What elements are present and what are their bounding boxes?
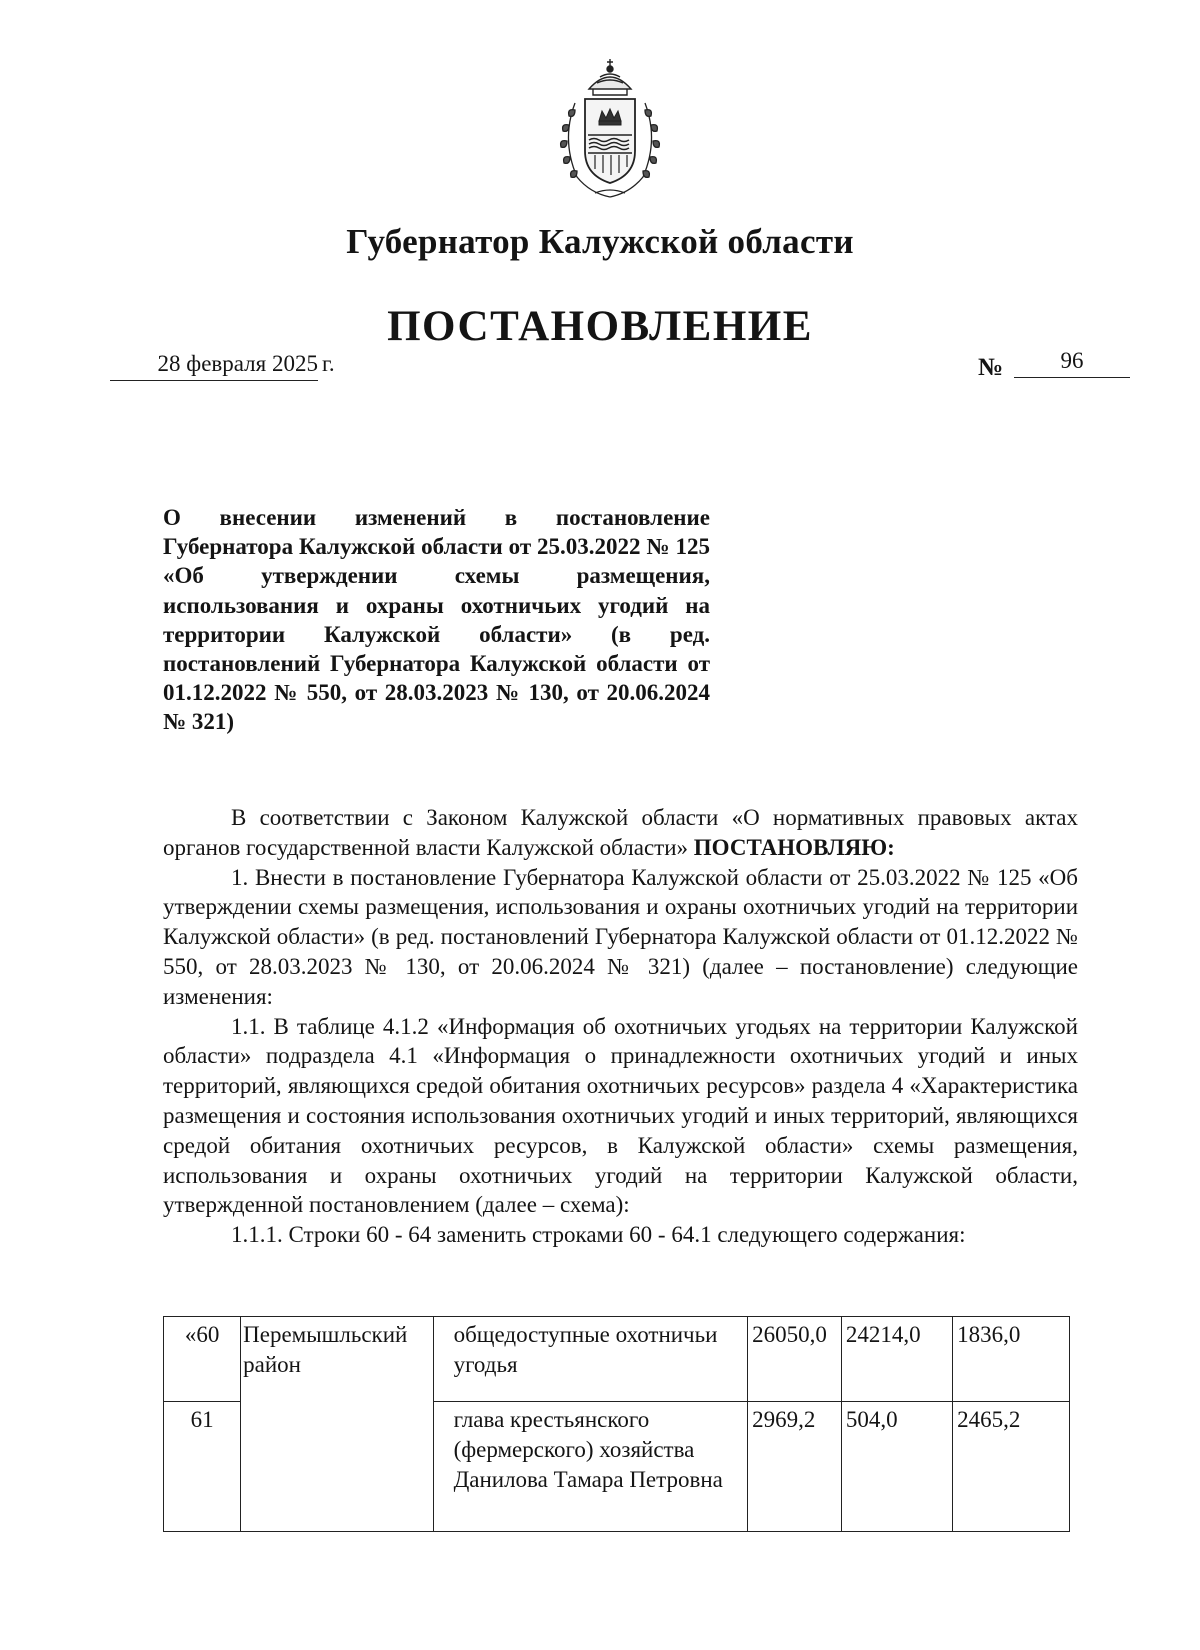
- body-paragraph-3: 1.1. В таблице 4.1.2 «Информация об охотничьих угодьях на территории Калужской области» подраздела 4.1 «Информация о принадлежности охотничьих угодий и иных территорий, являющихся средой обитания охотничьих ресурсов» раздела 4 «Характеристика размещения и состояния использования охотничьих угодий и иных территорий, являющихся средой обитания охотничьих ресурсов, в Калужской области» схемы размещения, использования и охраны охотничьих угодий на территории Калужской области, утвержденной постановлением (далее – схема):: [163, 1013, 1078, 1218]
- field-area-cell: 1836,0: [953, 1317, 1070, 1402]
- total-area-cell: 2969,2: [748, 1402, 842, 1532]
- document-number: 96: [1014, 345, 1130, 378]
- document-date-suffix: г.: [322, 351, 335, 376]
- holder-name-cell: общедоступные охотничьи угодья: [433, 1317, 748, 1402]
- body-paragraph-1-text: В соответствии с Законом Калужской области «О нормативных правовых актах органов государственной власти Калужской области»: [163, 805, 1078, 860]
- field-area-cell: 2465,2: [953, 1402, 1070, 1532]
- document-body: [163, 803, 1078, 1250]
- kaluga-coat-of-arms-icon: [555, 55, 665, 203]
- table-row: [164, 1317, 1070, 1402]
- document-subject: О внесении изменений в постановление Губернатора Калужской области от 25.03.2022 № 125 «Об утверждении схемы размещения, использования и охраны охотничьих угодий на территории Калужской области» (в ред. постановлений Губернатора Калужской области от 01.12.2022 № 550, от 28.03.2023 № 130, от 20.06.2024 № 321): [163, 505, 710, 735]
- row-number: 61: [164, 1402, 241, 1532]
- district-cell: Перемышльский район: [241, 1317, 433, 1532]
- number-sign: №: [978, 354, 1004, 381]
- total-area-cell: 26050,0: [748, 1317, 842, 1402]
- issuer-heading: Губернатор Калужской области: [346, 222, 854, 261]
- body-paragraph-1: [163, 803, 1078, 863]
- holder-name-cell: глава крестьянского (фермерского) хозяйства Данилова Тамара Петровна: [433, 1402, 748, 1532]
- document-date: 28 февраля 2025: [110, 348, 318, 381]
- body-paragraph-2: 1. Внести в постановление Губернатора Калужской области от 25.03.2022 № 125 «Об утверждении схемы размещения, использования и охраны охотничьих угодий на территории Калужской области» (в ред. постановлений Губернатора Калужской области от 01.12.2022 № 550, от 28.03.2023 № 130, от 20.06.2024 № 321) (далее – постановление) следующие изменения:: [163, 864, 1078, 1009]
- row-number: «60: [164, 1317, 241, 1402]
- forest-area-cell: 504,0: [841, 1402, 952, 1532]
- body-paragraph-1-decree: ПОСТАНОВЛЯЮ:: [693, 834, 895, 860]
- amendment-table: [163, 1316, 1070, 1532]
- body-paragraph-4: 1.1.1. Строки 60 - 64 заменить строками 60 - 64.1 следующего содержания:: [231, 1222, 966, 1248]
- forest-area-cell: 24214,0: [841, 1317, 952, 1402]
- document-type-heading: ПОСТАНОВЛЕНИЕ: [387, 303, 813, 350]
